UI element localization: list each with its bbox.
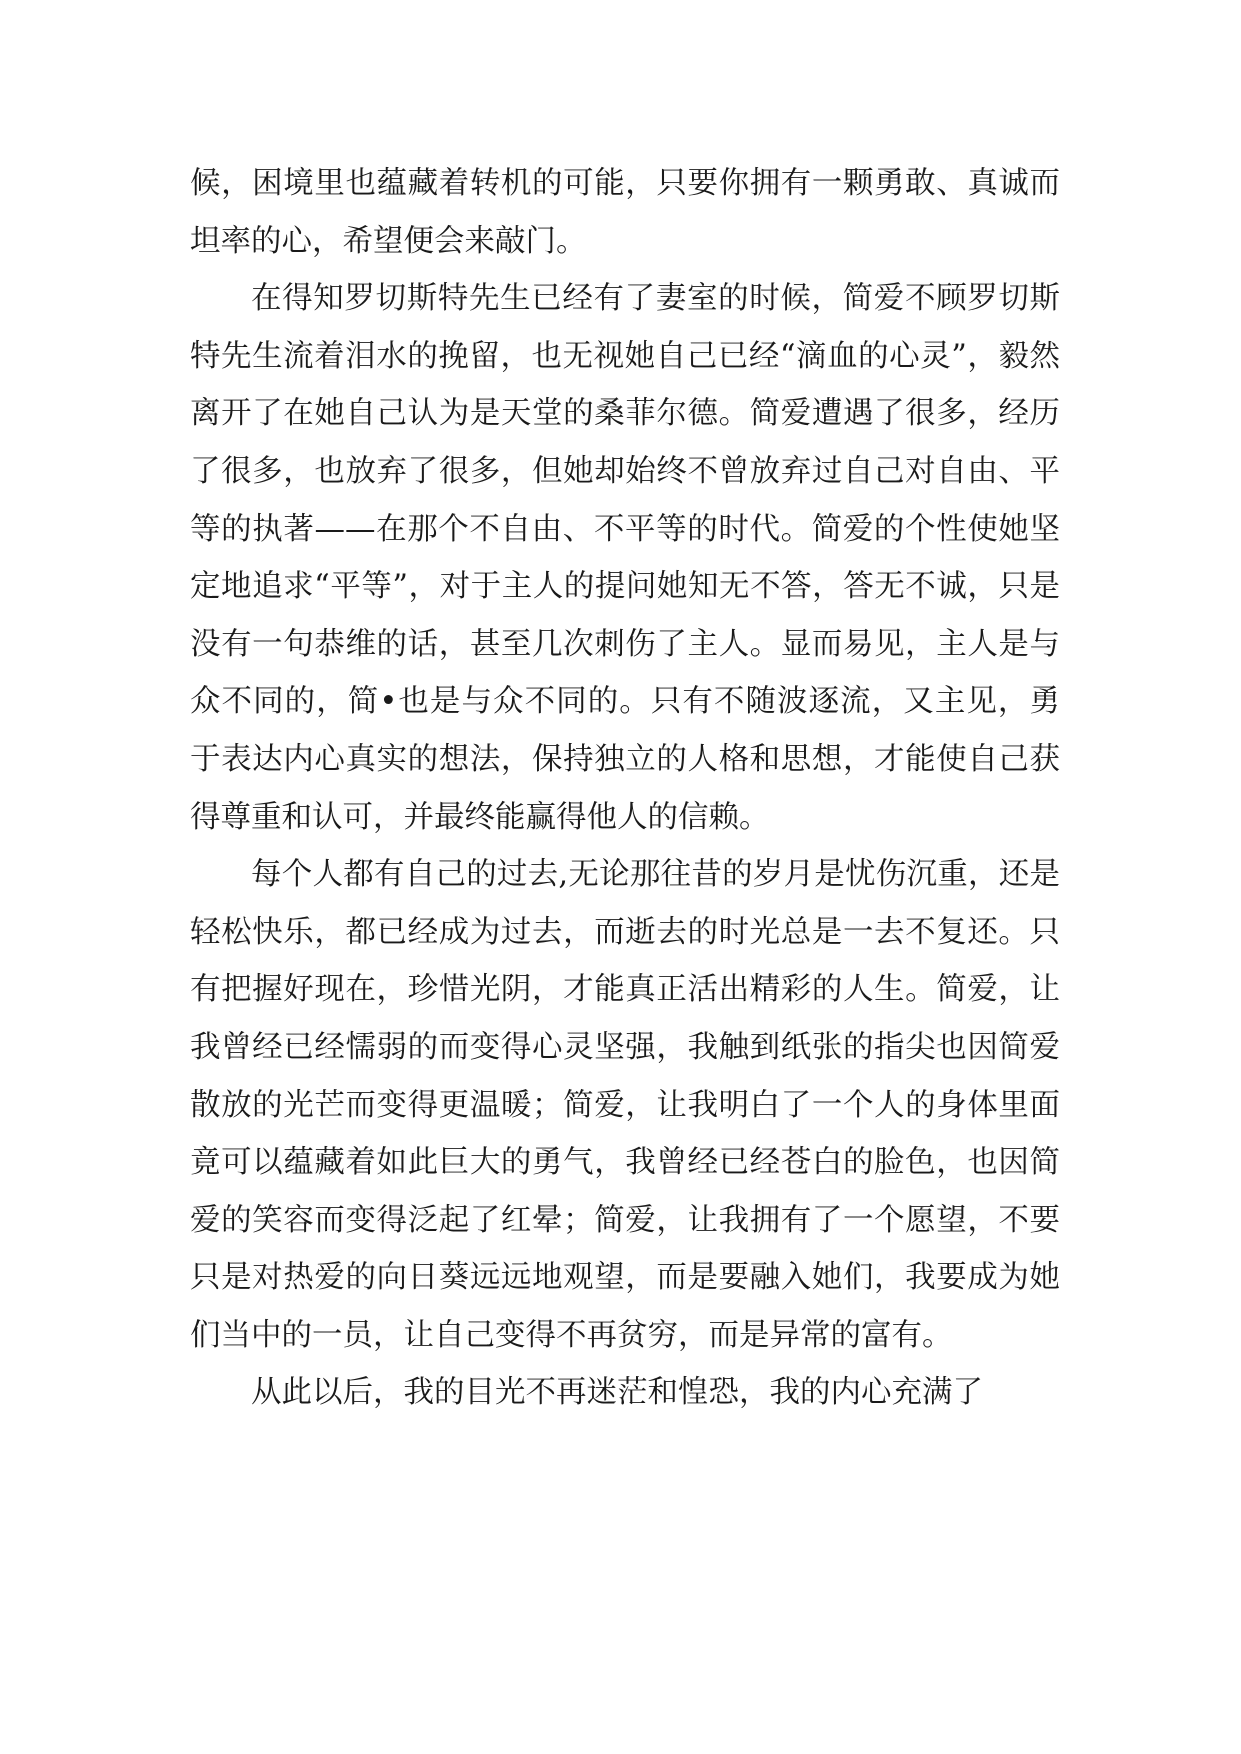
paragraph-1: 候，困境里也蕴藏着转机的可能，只要你拥有一颗勇敢、真诚而坦率的心，希望便会来敲门。 bbox=[190, 166, 1060, 259]
body-text bbox=[190, 155, 1060, 1422]
paragraph-4: 从此以后，我的目光不再迷茫和惶恐，我的内心充满了 bbox=[251, 1375, 983, 1411]
paragraph-2: 在得知罗切斯特先生已经有了妻室的时候，简爱不顾罗切斯特先生流着泪水的挽留，也无视她自己已经“滴血的心灵”，毅然离开了在她自己认为是天堂的桑菲尔德。简爱遭遇了很多，经历了很多，也放弃了很多，但她却始终不曾放弃过自己对自由、平等的执著——在那个不自由、不平等的时代。简爱的个性使她坚定地追求“平等”，对于主人的提问她知无不答，答无不诚，只是没有一句恭维的话，甚至几次刺伤了主人。显而易见，主人是与众不同的，简•也是与众不同的。只有不随波逐流，又主见，勇于表达内心真实的想法，保持独立的人格和思想，才能使自己获得尊重和认可，并最终能赢得他人的信赖。 bbox=[190, 281, 1060, 835]
paragraph-3: 每个人都有自己的过去,无论那往昔的岁月是忧伤沉重，还是轻松快乐，都已经成为过去，而逝去的时光总是一去不复还。只有把握好现在，珍惜光阴，才能真正活出精彩的人生。简爱，让我曾经已经懦弱的而变得心灵坚强，我触到纸张的指尖也因简爱散放的光芒而变得更温暖；简爱，让我明白了一个人的身体里面竟可以蕴藏着如此巨大的勇气，我曾经已经苍白的脸色，也因简爱的笑容而变得泛起了红晕；简爱，让我拥有了一个愿望，不要只是对热爱的向日葵远远地观望，而是要融入她们，我要成为她们当中的一员，让自己变得不再贫穷，而是异常的富有。 bbox=[190, 857, 1060, 1353]
